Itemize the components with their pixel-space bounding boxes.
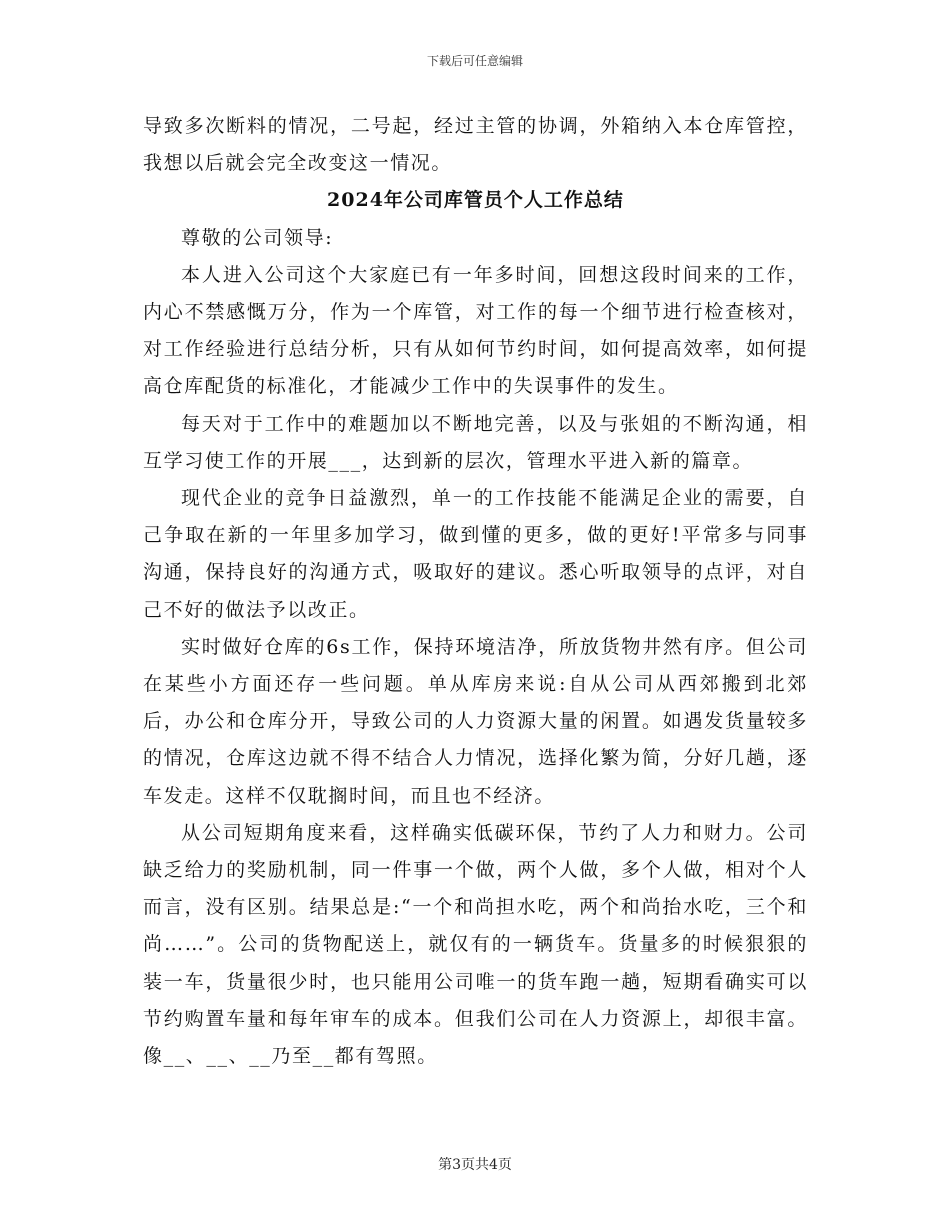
document-title: 2024年公司库管员个人工作总结 [327,189,624,212]
paragraph-4: 实时做好仓库的6s工作，保持环境洁净，所放货物井然有序。但公司在某些小方面还存一些问题。单从库房来说:自从公司从西郊搬到北郊后，办公和仓库分开，导致公司的人力资源大量的闲置。如遇发货量较多的情况，仓库这边就不得不结合人力情况，选择化繁为简，分好几趟，逐车发走。这样不仅耽搁时间，而且也不经济。 [143,635,808,807]
page-number: 第3页共4页 [438,1157,512,1173]
page-header: 下载后可任意编辑 [426,54,523,68]
paragraph-5: 从公司短期角度来看，这样确实低碳环保，节约了人力和财力。公司缺乏给力的奖励机制，同一件事一个做，两个人做，多个人做，相对个人而言，没有区别。结果总是:“一个和尚担水吃，两个和尚抬水吃，三个和尚……”。公司的货物配送上，就仅有的一辆货车。货量多的时候狠狠的装一车，货量很少时，也只能用公司唯一的货车跑一趟，短期看确实可以节约购置车量和每年审车的成本。但我们公司在人力资源上，却很丰富。像__、__、__乃至__都有驾照。 [143,821,808,1068]
paragraph-3: 现代企业的竞争日益激烈，单一的工作技能不能满足企业的需要，自己争取在新的一年里多加学习，做到懂的更多，做的更好!平常多与同事沟通，保持良好的沟通方式，吸取好的建议。悉心听取领导的点评，对自己不好的做法予以改正。 [143,487,808,621]
paragraph-2: 每天对于工作中的难题加以不断地完善，以及与张姐的不断沟通，相互学习使工作的开展___，达到新的层次，管理水平进入新的篇章。 [143,412,808,472]
continuation-paragraph: 导致多次断料的情况，二号起，经过主管的协调，外箱纳入本仓库管控，我想以后就会完全改变这一情况。 [143,115,808,175]
paragraph-1: 本人进入公司这个大家庭已有一年多时间，回想这段时间来的工作，内心不禁感慨万分，作为一个库管，对工作的每一个细节进行检查核对，对工作经验进行总结分析，只有从如何节约时间，如何提高效率，如何提高仓库配货的标准化，才能减少工作中的失误事件的发生。 [143,263,808,398]
salutation: 尊敬的公司领导: [181,226,334,249]
document-body [143,108,808,1075]
